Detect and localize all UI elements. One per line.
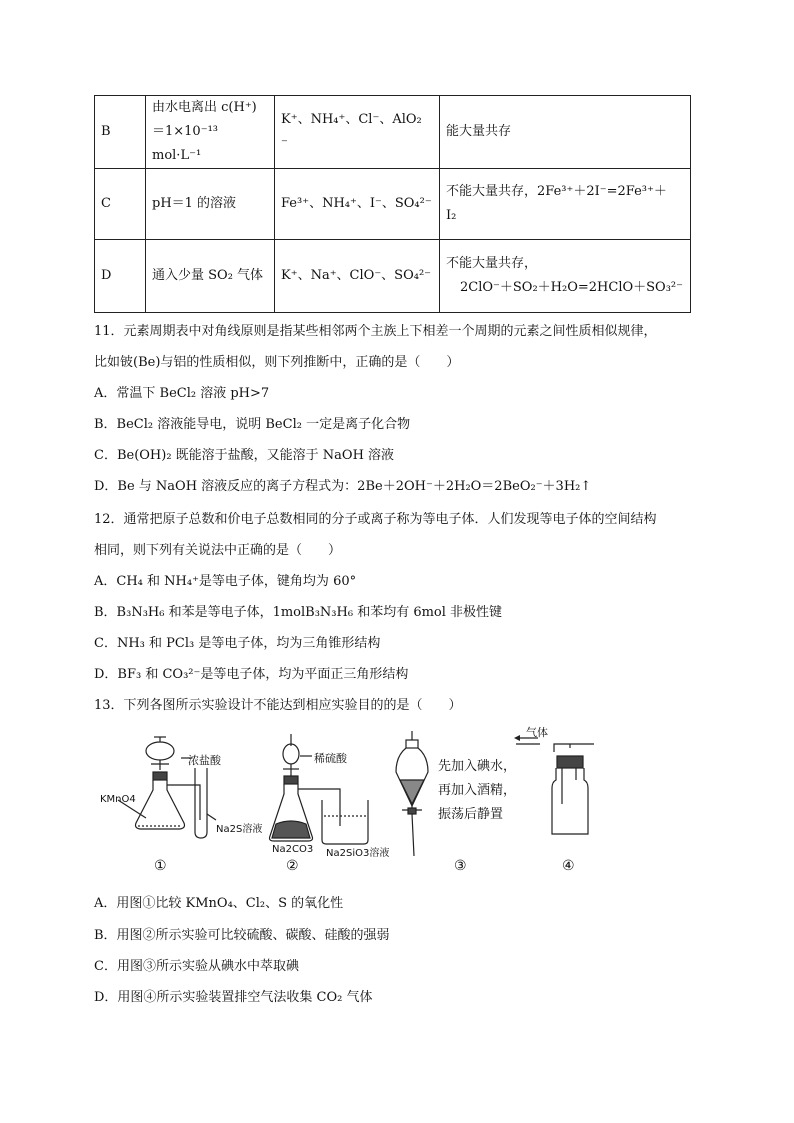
q13-option-c: C．用图③所示实验从碘水中萃取碘: [94, 959, 299, 974]
row-label: D: [95, 240, 146, 313]
condition-cell: 通入少量 SO₂ 气体: [146, 240, 275, 313]
row-label: C: [95, 169, 146, 240]
fig3-note-line1: 先加入碘水，: [438, 759, 517, 774]
ions-cell: Fe³⁺、NH₄⁺、I⁻、SO₄²⁻: [275, 169, 440, 240]
fig3-apparatus: [396, 731, 428, 856]
q13-option-a: A．用图①比较 KMnO₄、Cl₂、S 的氧化性: [94, 896, 344, 911]
q11-option-d: D．Be 与 NaOH 溶液反应的离子方程式为：2Be＋2OH⁻＋2H₂O＝2BeO₂⁻＋3H₂↑: [94, 479, 592, 494]
q13-stem: 13．下列各图所示实验设计不能达到相应实验目的的是（ ）: [94, 698, 462, 713]
fig1-acid-label: 浓盐酸: [188, 754, 221, 767]
q12-option-d: D．BF₃ 和 CO₃²⁻是等电子体，均为平面正三角形结构: [94, 667, 409, 682]
condition-cell: 由水电离出 c(H⁺) ＝1×10⁻¹³ mol·L⁻¹: [146, 96, 275, 169]
fig4-apparatus: [516, 738, 594, 834]
ions-cell: K⁺、Na⁺、ClO⁻、SO₄²⁻: [275, 240, 440, 313]
q11-stem-line1: 11．元素周期表中对角线原则是指某些相邻两个主族上下相差一个周期的元素之间性质相似规律，: [94, 324, 657, 339]
fig3-note-line3: 振荡后静置: [438, 807, 504, 822]
table-row: [95, 169, 691, 240]
table-row: [95, 96, 691, 169]
ion-coexistence-table: [94, 95, 691, 313]
q12-stem-line1: 12．通常把原子总数和价电子总数相同的分子或离子称为等电子体．人们发现等电子体的空间结构: [94, 512, 657, 527]
q13-option-b: B．用图②所示实验可比较硫酸、碳酸、硅酸的强弱: [94, 928, 390, 943]
q11-option-c: C．Be(OH)₂ 既能溶于盐酸，又能溶于 NaOH 溶液: [94, 448, 395, 463]
fig1-solid-label: KMnO4: [100, 794, 136, 805]
q11-stem-line2: 比如铍(Be)与铝的性质相似，则下列推断中，正确的是（ ）: [94, 355, 460, 370]
gas-arrow-icon: [514, 735, 520, 741]
q12-option-b: B．B₃N₃H₆ 和苯是等电子体，1molB₃N₃H₆ 和苯均有 6mol 非极性键: [94, 605, 503, 620]
experiment-figures: [96, 728, 616, 878]
ions-cell: K⁺、NH₄⁺、Cl⁻、AlO₂ ⁻: [275, 96, 440, 169]
q13-option-d: D．用图④所示实验装置排空气法收集 CO₂ 气体: [94, 990, 373, 1005]
fig4-number: ④: [562, 858, 575, 874]
fig2-solution-label: Na2SiO3溶液: [326, 848, 390, 859]
fig4-gas-label: 气体: [526, 726, 548, 739]
fig2-number: ②: [286, 858, 299, 874]
q12-option-c: C．NH₃ 和 PCl₃ 是等电子体，均为三角锥形结构: [94, 636, 381, 651]
q12-stem-line2: 相同，则下列有关说法中正确的是（ ）: [94, 543, 342, 558]
row-label: B: [95, 96, 146, 169]
table-row: [95, 240, 691, 313]
judgement-cell: 不能大量共存， 2ClO⁻＋SO₂＋H₂O=2HClO＋SO₃²⁻: [440, 240, 691, 313]
judgement-cell: 不能大量共存，2Fe³⁺＋2I⁻=2Fe³⁺＋ I₂: [440, 169, 691, 240]
q11-option-b: B．BeCl₂ 溶液能导电，说明 BeCl₂ 一定是离子化合物: [94, 417, 411, 432]
fig3-number: ③: [454, 858, 467, 874]
fig1-number: ①: [154, 858, 167, 874]
fig3-note-line2: 再加入酒精，: [438, 783, 517, 798]
q11-option-a: A．常温下 BeCl₂ 溶液 pH>7: [94, 386, 270, 401]
condition-cell: pH＝1 的溶液: [146, 169, 275, 240]
fig1-solution-label: Na2S溶液: [216, 824, 263, 835]
fig2-acid-label: 稀硫酸: [314, 752, 347, 765]
q12-option-a: A．CH₄ 和 NH₄⁺是等电子体，键角均为 60°: [94, 574, 357, 589]
fig2-solid-label: Na2CO3: [272, 844, 314, 855]
judgement-cell: 能大量共存: [440, 96, 691, 169]
